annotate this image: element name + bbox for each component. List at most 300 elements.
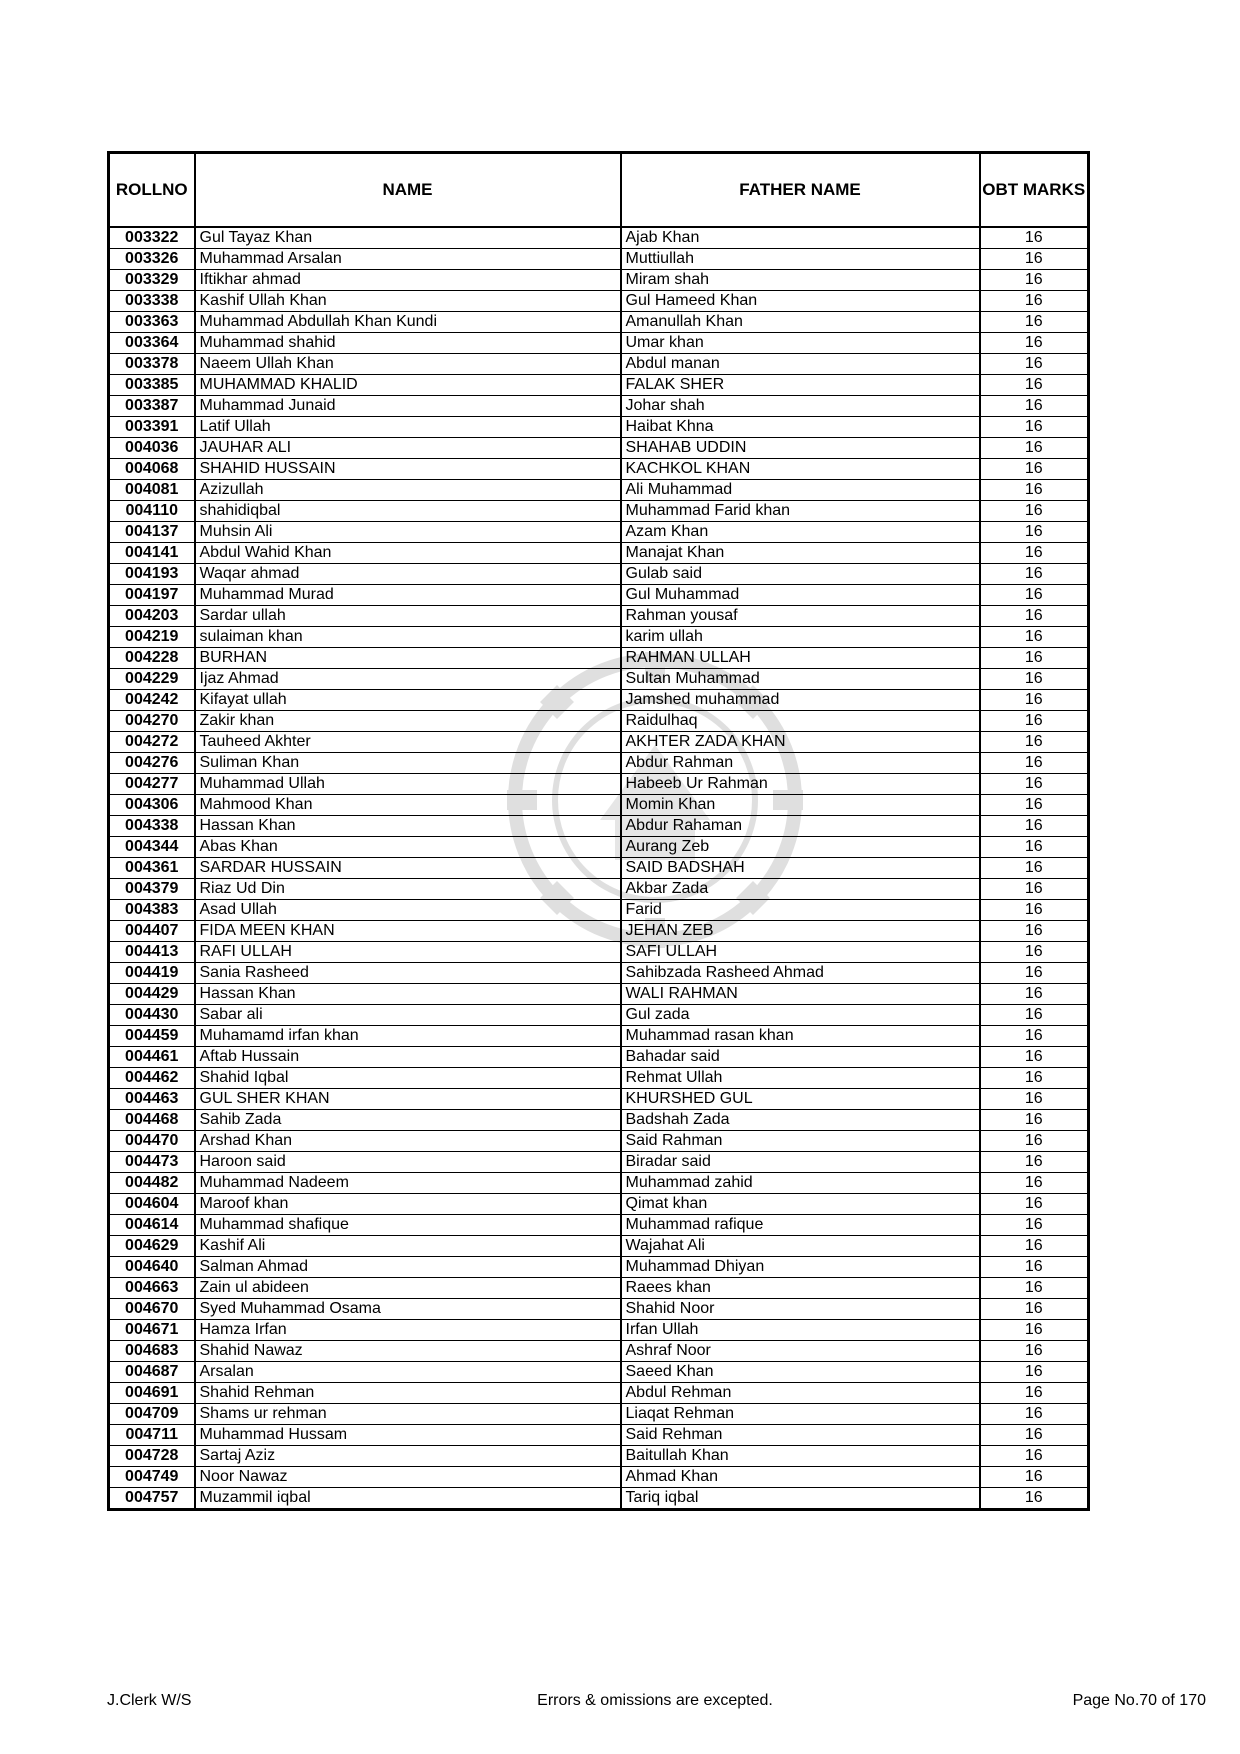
- name-cell: JAUHAR ALI: [195, 438, 621, 459]
- father-name-cell: Haibat Khna: [621, 417, 980, 438]
- father-name-cell: Said Rehman: [621, 1425, 980, 1446]
- father-name-cell: Manajat Khan: [621, 543, 980, 564]
- marks-cell: 16: [980, 227, 1089, 249]
- marks-cell: 16: [980, 879, 1089, 900]
- father-name-cell: Umar khan: [621, 333, 980, 354]
- roll-number-cell: 004379: [109, 879, 195, 900]
- roll-number-cell: 004228: [109, 648, 195, 669]
- roll-number-cell: 004344: [109, 837, 195, 858]
- table-row: [109, 1278, 1089, 1299]
- table-row: [109, 921, 1089, 942]
- marks-cell: 16: [980, 1278, 1089, 1299]
- father-name-cell: SAFI ULLAH: [621, 942, 980, 963]
- marks-cell: 16: [980, 774, 1089, 795]
- table-row: [109, 1488, 1089, 1510]
- table-row: [109, 900, 1089, 921]
- name-cell: Kashif Ullah Khan: [195, 291, 621, 312]
- marks-cell: 16: [980, 270, 1089, 291]
- roll-number-cell: 004757: [109, 1488, 195, 1510]
- marks-cell: 16: [980, 333, 1089, 354]
- name-cell: Shahid Nawaz: [195, 1341, 621, 1362]
- marks-cell: 16: [980, 942, 1089, 963]
- name-cell: Hamza Irfan: [195, 1320, 621, 1341]
- roll-number-cell: 004468: [109, 1110, 195, 1131]
- father-name-cell: Baitullah Khan: [621, 1446, 980, 1467]
- father-name-cell: KHURSHED GUL: [621, 1089, 980, 1110]
- roll-number-cell: 003322: [109, 227, 195, 249]
- father-name-cell: Abdul manan: [621, 354, 980, 375]
- name-cell: shahidiqbal: [195, 501, 621, 522]
- name-cell: MUHAMMAD KHALID: [195, 375, 621, 396]
- father-name-cell: Sultan Muhammad: [621, 669, 980, 690]
- father-name-cell: Ashraf Noor: [621, 1341, 980, 1362]
- name-cell: Noor Nawaz: [195, 1467, 621, 1488]
- roll-number-cell: 003364: [109, 333, 195, 354]
- table-row: [109, 816, 1089, 837]
- name-cell: BURHAN: [195, 648, 621, 669]
- roll-number-cell: 004687: [109, 1362, 195, 1383]
- table-row: [109, 396, 1089, 417]
- roll-number-cell: 004068: [109, 459, 195, 480]
- marks-cell: 16: [980, 522, 1089, 543]
- name-cell: Latif Ullah: [195, 417, 621, 438]
- name-cell: Suliman Khan: [195, 753, 621, 774]
- name-cell: Muhammad Hussam: [195, 1425, 621, 1446]
- father-name-cell: Farid: [621, 900, 980, 921]
- table-row: [109, 522, 1089, 543]
- name-cell: Abas Khan: [195, 837, 621, 858]
- father-name-cell: FALAK SHER: [621, 375, 980, 396]
- table-header-row: [109, 153, 1089, 228]
- father-name-cell: Aurang Zeb: [621, 837, 980, 858]
- marks-cell: 16: [980, 963, 1089, 984]
- roll-number-cell: 004462: [109, 1068, 195, 1089]
- marks-cell: 16: [980, 585, 1089, 606]
- name-cell: SHAHID HUSSAIN: [195, 459, 621, 480]
- name-cell: Kifayat ullah: [195, 690, 621, 711]
- marks-cell: 16: [980, 753, 1089, 774]
- marks-cell: 16: [980, 1341, 1089, 1362]
- roll-number-cell: 004482: [109, 1173, 195, 1194]
- marks-cell: 16: [980, 1152, 1089, 1173]
- father-name-cell: JEHAN ZEB: [621, 921, 980, 942]
- marks-cell: 16: [980, 669, 1089, 690]
- roll-number-cell: 004197: [109, 585, 195, 606]
- roll-number-cell: 004691: [109, 1383, 195, 1404]
- father-name-cell: Muhammad Farid khan: [621, 501, 980, 522]
- name-cell: Tauheed Akhter: [195, 732, 621, 753]
- father-name-cell: Muhammad Dhiyan: [621, 1257, 980, 1278]
- table-row: [109, 1299, 1089, 1320]
- marks-cell: 16: [980, 375, 1089, 396]
- marks-cell: 16: [980, 1467, 1089, 1488]
- name-cell: Sardar ullah: [195, 606, 621, 627]
- name-cell: Shams ur rehman: [195, 1404, 621, 1425]
- table-body: [109, 227, 1089, 1510]
- marks-cell: 16: [980, 1404, 1089, 1425]
- column-header-name: NAME: [195, 153, 621, 228]
- roll-number-cell: 004242: [109, 690, 195, 711]
- table-row: [109, 227, 1089, 249]
- column-header-obt-marks: OBT MARKS: [980, 153, 1089, 228]
- roll-number-cell: 004203: [109, 606, 195, 627]
- marks-cell: 16: [980, 1299, 1089, 1320]
- father-name-cell: Said Rahman: [621, 1131, 980, 1152]
- column-header-father-name: FATHER NAME: [621, 153, 980, 228]
- name-cell: sulaiman khan: [195, 627, 621, 648]
- roll-number-cell: 004429: [109, 984, 195, 1005]
- marks-cell: 16: [980, 1236, 1089, 1257]
- table-row: [109, 627, 1089, 648]
- column-header-rollno: ROLLNO: [109, 153, 195, 228]
- table-row: [109, 438, 1089, 459]
- roll-number-cell: 004229: [109, 669, 195, 690]
- name-cell: Muhammad Ullah: [195, 774, 621, 795]
- name-cell: Muhsin Ali: [195, 522, 621, 543]
- marks-cell: 16: [980, 984, 1089, 1005]
- name-cell: Zakir khan: [195, 711, 621, 732]
- table-row: [109, 690, 1089, 711]
- father-name-cell: Gul zada: [621, 1005, 980, 1026]
- marks-cell: 16: [980, 1026, 1089, 1047]
- father-name-cell: Johar shah: [621, 396, 980, 417]
- roll-number-cell: 004419: [109, 963, 195, 984]
- name-cell: RAFI ULLAH: [195, 942, 621, 963]
- roll-number-cell: 004461: [109, 1047, 195, 1068]
- roll-number-cell: 004219: [109, 627, 195, 648]
- marks-cell: 16: [980, 627, 1089, 648]
- father-name-cell: WALI RAHMAN: [621, 984, 980, 1005]
- marks-cell: 16: [980, 417, 1089, 438]
- father-name-cell: Jamshed muhammad: [621, 690, 980, 711]
- name-cell: Arshad Khan: [195, 1131, 621, 1152]
- father-name-cell: Abdur Rahman: [621, 753, 980, 774]
- father-name-cell: Raees khan: [621, 1278, 980, 1299]
- footer-disclaimer: Errors & omissions are excepted.: [537, 1692, 773, 1709]
- marks-cell: 16: [980, 1173, 1089, 1194]
- father-name-cell: Muhammad zahid: [621, 1173, 980, 1194]
- father-name-cell: Habeeb Ur Rahman: [621, 774, 980, 795]
- roll-number-cell: 004407: [109, 921, 195, 942]
- table-row: [109, 1173, 1089, 1194]
- father-name-cell: Ajab Khan: [621, 227, 980, 249]
- table-row: [109, 711, 1089, 732]
- marks-cell: 16: [980, 480, 1089, 501]
- marks-cell: 16: [980, 1194, 1089, 1215]
- father-name-cell: Ali Muhammad: [621, 480, 980, 501]
- roll-number-cell: 004276: [109, 753, 195, 774]
- table-row: [109, 270, 1089, 291]
- table-row: [109, 1383, 1089, 1404]
- marks-cell: 16: [980, 1425, 1089, 1446]
- marks-cell: 16: [980, 1257, 1089, 1278]
- roll-number-cell: 004383: [109, 900, 195, 921]
- marks-cell: 16: [980, 312, 1089, 333]
- table-row: [109, 1152, 1089, 1173]
- name-cell: Sabar ali: [195, 1005, 621, 1026]
- roll-number-cell: 004361: [109, 858, 195, 879]
- roll-number-cell: 003363: [109, 312, 195, 333]
- marks-cell: 16: [980, 1362, 1089, 1383]
- table-row: [109, 459, 1089, 480]
- marks-cell: 16: [980, 732, 1089, 753]
- roll-number-cell: 004663: [109, 1278, 195, 1299]
- table-row: [109, 837, 1089, 858]
- marks-cell: 16: [980, 648, 1089, 669]
- roll-number-cell: 004137: [109, 522, 195, 543]
- roll-number-cell: 004473: [109, 1152, 195, 1173]
- roll-number-cell: 004463: [109, 1089, 195, 1110]
- marks-cell: 16: [980, 501, 1089, 522]
- table-row: [109, 984, 1089, 1005]
- table-row: [109, 1320, 1089, 1341]
- father-name-cell: Biradar said: [621, 1152, 980, 1173]
- marks-cell: 16: [980, 1047, 1089, 1068]
- name-cell: Shahid Iqbal: [195, 1068, 621, 1089]
- roll-number-cell: 004604: [109, 1194, 195, 1215]
- table-row: [109, 753, 1089, 774]
- marks-cell: 16: [980, 606, 1089, 627]
- father-name-cell: Raidulhaq: [621, 711, 980, 732]
- roll-number-cell: 003385: [109, 375, 195, 396]
- table-row: [109, 942, 1089, 963]
- name-cell: Iftikhar ahmad: [195, 270, 621, 291]
- roll-number-cell: 004728: [109, 1446, 195, 1467]
- table-row: [109, 669, 1089, 690]
- name-cell: Salman Ahmad: [195, 1257, 621, 1278]
- name-cell: Shahid Rehman: [195, 1383, 621, 1404]
- name-cell: Asad Ullah: [195, 900, 621, 921]
- marks-cell: 16: [980, 249, 1089, 270]
- table-row: [109, 1425, 1089, 1446]
- marks-cell: 16: [980, 1131, 1089, 1152]
- father-name-cell: Badshah Zada: [621, 1110, 980, 1131]
- name-cell: Azizullah: [195, 480, 621, 501]
- table-row: [109, 648, 1089, 669]
- roll-number-cell: 004459: [109, 1026, 195, 1047]
- marks-cell: 16: [980, 1068, 1089, 1089]
- roll-number-cell: 004430: [109, 1005, 195, 1026]
- table-row: [109, 480, 1089, 501]
- table-row: [109, 732, 1089, 753]
- father-name-cell: Ahmad Khan: [621, 1467, 980, 1488]
- roll-number-cell: 004670: [109, 1299, 195, 1320]
- roll-number-cell: 004683: [109, 1341, 195, 1362]
- name-cell: Muhammad Junaid: [195, 396, 621, 417]
- father-name-cell: RAHMAN ULLAH: [621, 648, 980, 669]
- table-row: [109, 963, 1089, 984]
- roll-number-cell: 004272: [109, 732, 195, 753]
- name-cell: Kashif Ali: [195, 1236, 621, 1257]
- name-cell: Sartaj Aziz: [195, 1446, 621, 1467]
- marks-cell: 16: [980, 459, 1089, 480]
- father-name-cell: Qimat khan: [621, 1194, 980, 1215]
- roll-number-cell: 004614: [109, 1215, 195, 1236]
- roll-number-cell: 004141: [109, 543, 195, 564]
- table-row: [109, 1446, 1089, 1467]
- father-name-cell: Muhammad rafique: [621, 1215, 980, 1236]
- table-row: [109, 1215, 1089, 1236]
- table-row: [109, 417, 1089, 438]
- father-name-cell: Muhammad rasan khan: [621, 1026, 980, 1047]
- roll-number-cell: 004270: [109, 711, 195, 732]
- roll-number-cell: 004036: [109, 438, 195, 459]
- table-row: [109, 543, 1089, 564]
- marks-cell: 16: [980, 1320, 1089, 1341]
- table-row: [109, 1362, 1089, 1383]
- name-cell: Maroof khan: [195, 1194, 621, 1215]
- table-row: [109, 606, 1089, 627]
- name-cell: Zain ul abideen: [195, 1278, 621, 1299]
- roll-number-cell: 004629: [109, 1236, 195, 1257]
- roll-number-cell: 003326: [109, 249, 195, 270]
- name-cell: Syed Muhammad Osama: [195, 1299, 621, 1320]
- father-name-cell: KACHKOL KHAN: [621, 459, 980, 480]
- marks-cell: 16: [980, 438, 1089, 459]
- table-row: [109, 1404, 1089, 1425]
- table-row: [109, 1047, 1089, 1068]
- name-cell: Mahmood Khan: [195, 795, 621, 816]
- table-row: [109, 312, 1089, 333]
- father-name-cell: Rehmat Ullah: [621, 1068, 980, 1089]
- name-cell: Muhammad Arsalan: [195, 249, 621, 270]
- name-cell: Naeem Ullah Khan: [195, 354, 621, 375]
- roll-number-cell: 004338: [109, 816, 195, 837]
- table-row: [109, 1005, 1089, 1026]
- name-cell: Riaz Ud Din: [195, 879, 621, 900]
- father-name-cell: Abdur Rahaman: [621, 816, 980, 837]
- name-cell: Ijaz Ahmad: [195, 669, 621, 690]
- name-cell: Muhammad Murad: [195, 585, 621, 606]
- table-row: [109, 501, 1089, 522]
- name-cell: Haroon said: [195, 1152, 621, 1173]
- roll-number-cell: 004711: [109, 1425, 195, 1446]
- table-row: [109, 1341, 1089, 1362]
- table-row: [109, 795, 1089, 816]
- father-name-cell: Wajahat Ali: [621, 1236, 980, 1257]
- marks-cell: 16: [980, 711, 1089, 732]
- table-row: [109, 774, 1089, 795]
- results-sheet: [107, 151, 1087, 1511]
- name-cell: Muhamamd irfan khan: [195, 1026, 621, 1047]
- roll-number-cell: 004671: [109, 1320, 195, 1341]
- table-row: [109, 585, 1089, 606]
- name-cell: Hassan Khan: [195, 816, 621, 837]
- marks-cell: 16: [980, 1110, 1089, 1131]
- name-cell: Hassan Khan: [195, 984, 621, 1005]
- father-name-cell: Sahibzada Rasheed Ahmad: [621, 963, 980, 984]
- father-name-cell: SHAHAB UDDIN: [621, 438, 980, 459]
- table-row: [109, 879, 1089, 900]
- father-name-cell: Azam Khan: [621, 522, 980, 543]
- name-cell: FIDA MEEN KHAN: [195, 921, 621, 942]
- roll-number-cell: 003387: [109, 396, 195, 417]
- table-row: [109, 1068, 1089, 1089]
- table-row: [109, 1131, 1089, 1152]
- roll-number-cell: 004749: [109, 1467, 195, 1488]
- father-name-cell: Shahid Noor: [621, 1299, 980, 1320]
- marks-cell: 16: [980, 396, 1089, 417]
- father-name-cell: SAID BADSHAH: [621, 858, 980, 879]
- marks-cell: 16: [980, 858, 1089, 879]
- father-name-cell: Saeed Khan: [621, 1362, 980, 1383]
- name-cell: Sania Rasheed: [195, 963, 621, 984]
- table-row: [109, 1467, 1089, 1488]
- table-row: [109, 1257, 1089, 1278]
- table-row: [109, 1236, 1089, 1257]
- roll-number-cell: 004110: [109, 501, 195, 522]
- name-cell: Sahib Zada: [195, 1110, 621, 1131]
- roll-number-cell: 004081: [109, 480, 195, 501]
- father-name-cell: Gulab said: [621, 564, 980, 585]
- name-cell: SARDAR HUSSAIN: [195, 858, 621, 879]
- footer-clerk: J.Clerk W/S: [107, 1692, 192, 1709]
- father-name-cell: Momin Khan: [621, 795, 980, 816]
- name-cell: GUL SHER KHAN: [195, 1089, 621, 1110]
- roll-number-cell: 003329: [109, 270, 195, 291]
- table-row: [109, 1089, 1089, 1110]
- table-row: [109, 564, 1089, 585]
- marks-cell: 16: [980, 921, 1089, 942]
- father-name-cell: Irfan Ullah: [621, 1320, 980, 1341]
- father-name-cell: Rahman yousaf: [621, 606, 980, 627]
- table-row: [109, 375, 1089, 396]
- father-name-cell: Muttiullah: [621, 249, 980, 270]
- marks-cell: 16: [980, 900, 1089, 921]
- marks-cell: 16: [980, 354, 1089, 375]
- marks-cell: 16: [980, 564, 1089, 585]
- marks-cell: 16: [980, 1215, 1089, 1236]
- father-name-cell: Tariq iqbal: [621, 1488, 980, 1510]
- name-cell: Muhammad Nadeem: [195, 1173, 621, 1194]
- father-name-cell: AKHTER ZADA KHAN: [621, 732, 980, 753]
- marks-cell: 16: [980, 816, 1089, 837]
- marks-cell: 16: [980, 1005, 1089, 1026]
- roll-number-cell: 003378: [109, 354, 195, 375]
- marks-cell: 16: [980, 1383, 1089, 1404]
- table-row: [109, 1194, 1089, 1215]
- name-cell: Muhammad shafique: [195, 1215, 621, 1236]
- roll-number-cell: 004709: [109, 1404, 195, 1425]
- marks-cell: 16: [980, 543, 1089, 564]
- marks-cell: 16: [980, 1446, 1089, 1467]
- roll-number-cell: 004306: [109, 795, 195, 816]
- marks-cell: 16: [980, 690, 1089, 711]
- marks-cell: 16: [980, 795, 1089, 816]
- marks-cell: 16: [980, 837, 1089, 858]
- name-cell: Aftab Hussain: [195, 1047, 621, 1068]
- table-row: [109, 249, 1089, 270]
- father-name-cell: Gul Hameed Khan: [621, 291, 980, 312]
- roll-number-cell: 004277: [109, 774, 195, 795]
- table-row: [109, 858, 1089, 879]
- father-name-cell: karim ullah: [621, 627, 980, 648]
- footer-page-number: Page No.70 of 170: [1072, 1692, 1206, 1709]
- father-name-cell: Abdul Rehman: [621, 1383, 980, 1404]
- name-cell: Gul Tayaz Khan: [195, 227, 621, 249]
- marks-cell: 16: [980, 1488, 1089, 1510]
- table-row: [109, 354, 1089, 375]
- roll-number-cell: 003338: [109, 291, 195, 312]
- roll-number-cell: 004413: [109, 942, 195, 963]
- father-name-cell: Liaqat Rehman: [621, 1404, 980, 1425]
- father-name-cell: Bahadar said: [621, 1047, 980, 1068]
- father-name-cell: Gul Muhammad: [621, 585, 980, 606]
- father-name-cell: Miram shah: [621, 270, 980, 291]
- name-cell: Muhammad shahid: [195, 333, 621, 354]
- roll-number-cell: 004193: [109, 564, 195, 585]
- name-cell: Muzammil iqbal: [195, 1488, 621, 1510]
